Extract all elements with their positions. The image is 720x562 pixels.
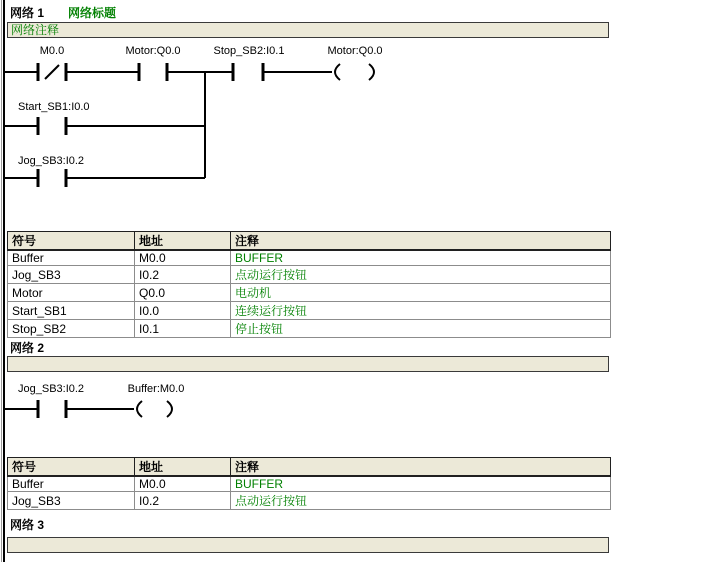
no-contact-jog-sb3-label[interactable]: Jog_SB3:I0.2 [18, 155, 85, 167]
network2-comment-bar[interactable] [7, 356, 609, 372]
comment-cell: 电动机 [231, 284, 611, 302]
symbol-cell: Stop_SB2 [8, 320, 135, 338]
symbol-row [8, 492, 611, 510]
no-contact-jog-sb3[interactable] [38, 169, 66, 187]
comment-cell: 连续运行按钮 [231, 302, 611, 320]
no-contact-start-sb1[interactable] [38, 117, 66, 135]
no-contact-stop-sb2-label[interactable]: Stop_SB2:I0.1 [213, 45, 285, 57]
network2-label: 网络 2 [10, 341, 45, 355]
address-cell: I0.0 [135, 302, 231, 320]
address-cell: Q0.0 [135, 284, 231, 302]
symbol-cell: Buffer [8, 250, 135, 266]
symbol-row [8, 284, 611, 302]
network3-label: 网络 3 [10, 518, 45, 532]
comment-cell: BUFFER [231, 476, 611, 492]
address-cell: M0.0 [135, 250, 231, 266]
address-column-header: 地址 [135, 458, 231, 477]
symbol-row [8, 476, 611, 492]
address-cell: I0.1 [135, 320, 231, 338]
network1-title[interactable]: 网络标题 [68, 6, 117, 20]
comment-cell: 停止按钮 [231, 320, 611, 338]
symbol-cell: Buffer [8, 476, 135, 492]
symbol-row [8, 320, 611, 338]
no-contact-start-sb1-label[interactable]: Start_SB1:I0.0 [18, 101, 90, 113]
address-cell: I0.2 [135, 266, 231, 284]
network1-comment-bar[interactable]: 网络注释 [7, 22, 609, 38]
symbol-cell: Jog_SB3 [8, 266, 135, 284]
comment-column-header: 注释 [231, 458, 611, 477]
network2-symbol-table [7, 457, 611, 510]
address-cell: I0.2 [135, 492, 231, 510]
symbol-column-header: 符号 [8, 458, 135, 477]
comment-cell: 点动运行按钮 [231, 266, 611, 284]
symbol-row [8, 250, 611, 266]
output-coil-buffer[interactable] [137, 401, 172, 417]
network1-symbol-table [7, 231, 611, 338]
comment-cell: BUFFER [231, 250, 611, 266]
symbol-cell: Start_SB1 [8, 302, 135, 320]
address-column-header: 地址 [135, 232, 231, 251]
symbol-column-header: 符号 [8, 232, 135, 251]
symbol-table-header-row [8, 458, 611, 477]
nc-contact-m0-0-label[interactable]: M0.0 [39, 45, 65, 57]
network3-comment-bar[interactable] [7, 537, 609, 553]
symbol-cell: Motor [8, 284, 135, 302]
network1-label: 网络 1 [10, 6, 45, 20]
address-cell: M0.0 [135, 476, 231, 492]
symbol-row [8, 302, 611, 320]
output-coil-motor[interactable] [335, 64, 374, 80]
symbol-row [8, 266, 611, 284]
symbol-cell: Jog_SB3 [8, 492, 135, 510]
symbol-table-header-row [8, 232, 611, 251]
network1-ladder [0, 40, 400, 190]
no-contact-jog-sb3[interactable] [38, 400, 66, 418]
comment-column-header: 注释 [231, 232, 611, 251]
output-coil-motor-label[interactable]: Motor:Q0.0 [327, 45, 383, 57]
output-coil-buffer-label[interactable]: Buffer:M0.0 [127, 383, 185, 395]
no-contact-stop-sb2[interactable] [233, 63, 263, 81]
no-contact-jog-sb3-label[interactable]: Jog_SB3:I0.2 [18, 383, 85, 395]
no-contact-motor-label[interactable]: Motor:Q0.0 [125, 45, 181, 57]
comment-cell: 点动运行按钮 [231, 492, 611, 510]
no-contact-motor[interactable] [139, 63, 167, 81]
nc-contact-m0-0[interactable] [38, 63, 66, 81]
